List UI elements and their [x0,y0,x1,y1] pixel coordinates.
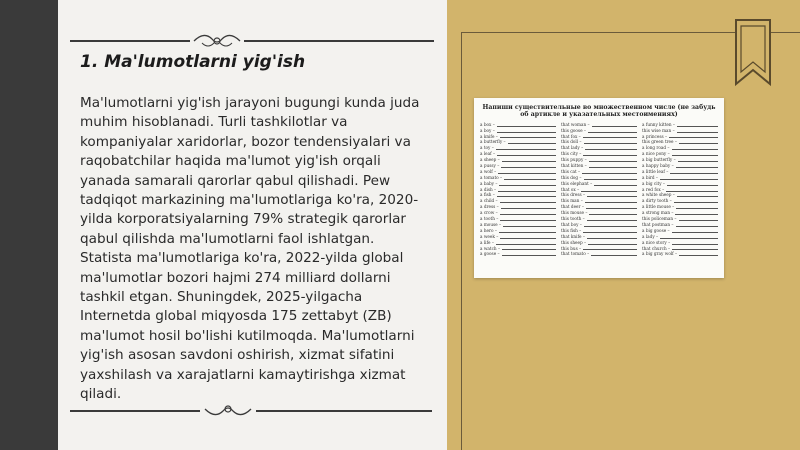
worksheet-word: a funny kitten – [642,121,676,127]
answer-line [676,226,718,227]
worksheet-word: that woman – [561,121,590,127]
worksheet-word: a sheep – [480,157,500,163]
answer-line [676,167,718,168]
answer-line [679,143,718,144]
worksheet-word: a crow – [480,210,498,216]
answer-line [501,167,556,168]
answer-line [670,173,718,174]
worksheet-word: a life – [480,239,494,245]
answer-line [588,132,637,133]
answer-line [496,149,556,150]
answer-line [679,220,719,221]
worksheet-word: this man – [561,198,583,204]
worksheet-word: this elephant – [561,180,593,186]
worksheet-word: a happy baby – [642,163,674,169]
worksheet-row [480,251,556,257]
worksheet-image [474,98,724,278]
answer-line [585,202,637,203]
worksheet-word: that knife – [561,233,585,239]
worksheet-word: a big butterfly – [642,157,676,163]
worksheet-word: a dress – [480,204,499,210]
answer-line [594,185,637,186]
answer-line [666,191,718,192]
answer-line [676,208,718,209]
answer-line [500,220,556,221]
answer-line [675,214,718,215]
answer-line [677,196,718,197]
worksheet-word: a long road – [642,145,670,151]
worksheet-word: a hero – [480,227,497,233]
worksheet-word: this puppy – [561,157,587,163]
worksheet-word: a strong man – [642,210,674,216]
answer-line [584,143,637,144]
worksheet-word: this dress – [561,192,586,198]
answer-line [660,238,718,239]
worksheet-word: that kitten – [561,163,587,169]
worksheet-word: a white sheep – [642,192,675,198]
answer-line [500,137,556,138]
answer-line [672,232,718,233]
worksheet-word: a baby – [480,180,498,186]
worksheet-word: a nice story – [642,239,671,245]
answer-line [584,226,637,227]
worksheet-word: a tomato – [480,174,503,180]
answer-line [496,244,556,245]
answer-line [583,232,637,233]
worksheet-word: this bus – [561,245,582,251]
answer-line [583,137,637,138]
worksheet-word: a bird – [642,174,658,180]
answer-line [589,161,637,162]
answer-line [498,191,556,192]
worksheet-row [642,251,718,257]
worksheet-column-2 [561,122,637,257]
answer-line [500,214,556,215]
answer-line [498,173,556,174]
worksheet-word: this fish – [561,227,582,233]
answer-line [592,126,637,127]
worksheet-word: that deer – [561,204,584,210]
answer-line [586,208,637,209]
answer-line [501,208,556,209]
worksheet-word: a watch – [480,245,501,251]
answer-line [502,255,556,256]
worksheet-word: this doll – [561,139,582,145]
answer-line [497,126,556,127]
answer-line [667,185,718,186]
top-ornament-icon [192,29,242,51]
answer-line [582,173,637,174]
worksheet-word: this mouse – [561,210,588,216]
worksheet-word: a big goose – [642,227,670,233]
answer-line [587,220,637,221]
answer-line [677,132,718,133]
answer-line [497,132,556,133]
top-rule-left [70,40,190,42]
bottom-rule-left [70,410,200,412]
worksheet-word: a pussy – [480,163,500,169]
worksheet-word: a boy – [480,127,495,133]
worksheet-word: a fish – [480,192,495,198]
worksheet-word: a goose – [480,251,500,257]
answer-line [591,255,637,256]
worksheet-word: a dish – [480,186,497,192]
worksheet-word: a wolf – [480,168,497,174]
worksheet-word: a mouse – [480,221,502,227]
slide-title: 1. Ma'lumotlarni yig'ish [80,52,306,72]
top-rule-right [244,40,434,42]
slide-body: Ma'lumotlarni yig'ish jarayoni bugungi kunda juda muhim hisoblanadi. Turli tashkilotlar va kompaniyalar xaridorlar, bozor tendensiyalari va raqobatchilar haqida ma'lumot yig'ish orqali yanada samarali qarorlar qabul qilishadi. Pew tadqiqot markazining ma'lumotlariga ko'ra, 2020-yilda korporatsiyalarning 79% strategik qarorlar qabul qilishda ma'lumotlarni faol ishlatgan. Statista ma'lumotlariga ko'ra, 2022-yilda global ma'lumotlar bozori hajmi 274 milliard dollarni tashkil etgan. Shuningdek, 2025-yilgacha Internetda global miqyosda 175 zettabyt (ZB) ma'lumot hosil bo'lishi kutilmoqda. Ma'lumotlarni yig'ish asosan savdoni oshirish, xizmat sifatini yaxshilash va xarajatlarni kamaytirishga xizmat qiladi. [80,95,420,403]
worksheet-word: a child – [480,198,498,204]
worksheet-word: a toy – [480,145,494,151]
worksheet-word: a nice pony – [642,151,670,157]
worksheet-word: a butterfly – [480,139,506,145]
worksheet-word: a red fox – [642,186,665,192]
worksheet-word: this tooth – [561,216,585,222]
answer-line [660,179,718,180]
answer-line [669,137,718,138]
answer-line [672,244,718,245]
answer-line [672,149,718,150]
bottom-ornament-icon [203,399,253,421]
worksheet-word: that fox – [561,133,581,139]
answer-line [677,126,718,127]
answer-line [502,249,556,250]
worksheet-word: this policeman – [642,216,677,222]
worksheet-word: a lady – [642,233,659,239]
answer-line [672,249,718,250]
answer-line [585,149,637,150]
worksheet-word: this green tree – [642,139,677,145]
worksheet-word: that lady – [561,145,584,151]
worksheet-word: a knife – [480,133,498,139]
worksheet-word: that postman – [642,221,674,227]
worksheet-word: that boy – [561,221,582,227]
answer-line [499,185,556,186]
answer-line [497,155,556,156]
answer-line [500,202,556,203]
worksheet-word: this cat – [561,168,581,174]
worksheet-word: a week – [480,233,499,239]
bookmark-icon [733,18,773,88]
answer-line [504,179,556,180]
worksheet-word: this sheep – [561,239,587,245]
worksheet-word: a little leaf – [642,168,669,174]
worksheet-word: this city – [561,151,582,157]
worksheet-word: this wise man – [642,127,675,133]
worksheet-row [561,251,637,257]
worksheet-word: a tooth – [480,216,499,222]
worksheet-word: a princess – [642,133,668,139]
worksheet-word: a big city – [642,180,666,186]
answer-line [502,161,556,162]
worksheet-columns [480,122,718,257]
answer-line [587,196,637,197]
worksheet-word: this goose – [561,127,586,133]
worksheet-word: that church – [642,245,671,251]
worksheet-word: a box – [480,121,495,127]
answer-line [588,244,637,245]
answer-line [499,232,556,233]
worksheet-word: this dog – [561,174,582,180]
answer-line [500,238,556,239]
answer-line [678,161,718,162]
answer-line [581,191,637,192]
answer-line [584,179,637,180]
worksheet-word: a dirty tooth – [642,198,672,204]
answer-line [583,155,637,156]
worksheet-heading: Напиши существительные во множественном числе (не забудь об артикле и указательных местоимениях) [482,104,716,119]
worksheet-word: a leaf – [480,151,496,157]
bottom-rule-right [256,410,432,412]
answer-line [508,143,556,144]
answer-line [497,196,556,197]
worksheet-word: a big gray wolf – [642,251,678,257]
answer-line [672,155,718,156]
answer-line [674,202,718,203]
worksheet-word: a little mouse – [642,204,675,210]
answer-line [679,255,718,256]
answer-line [589,167,637,168]
worksheet-word: that ox – [561,186,580,192]
worksheet-column-1 [480,122,556,257]
answer-line [583,249,637,250]
answer-line [589,214,637,215]
worksheet-word: that tomato – [561,251,590,257]
worksheet-column-3 [642,122,718,257]
answer-line [503,226,556,227]
answer-line [587,238,637,239]
